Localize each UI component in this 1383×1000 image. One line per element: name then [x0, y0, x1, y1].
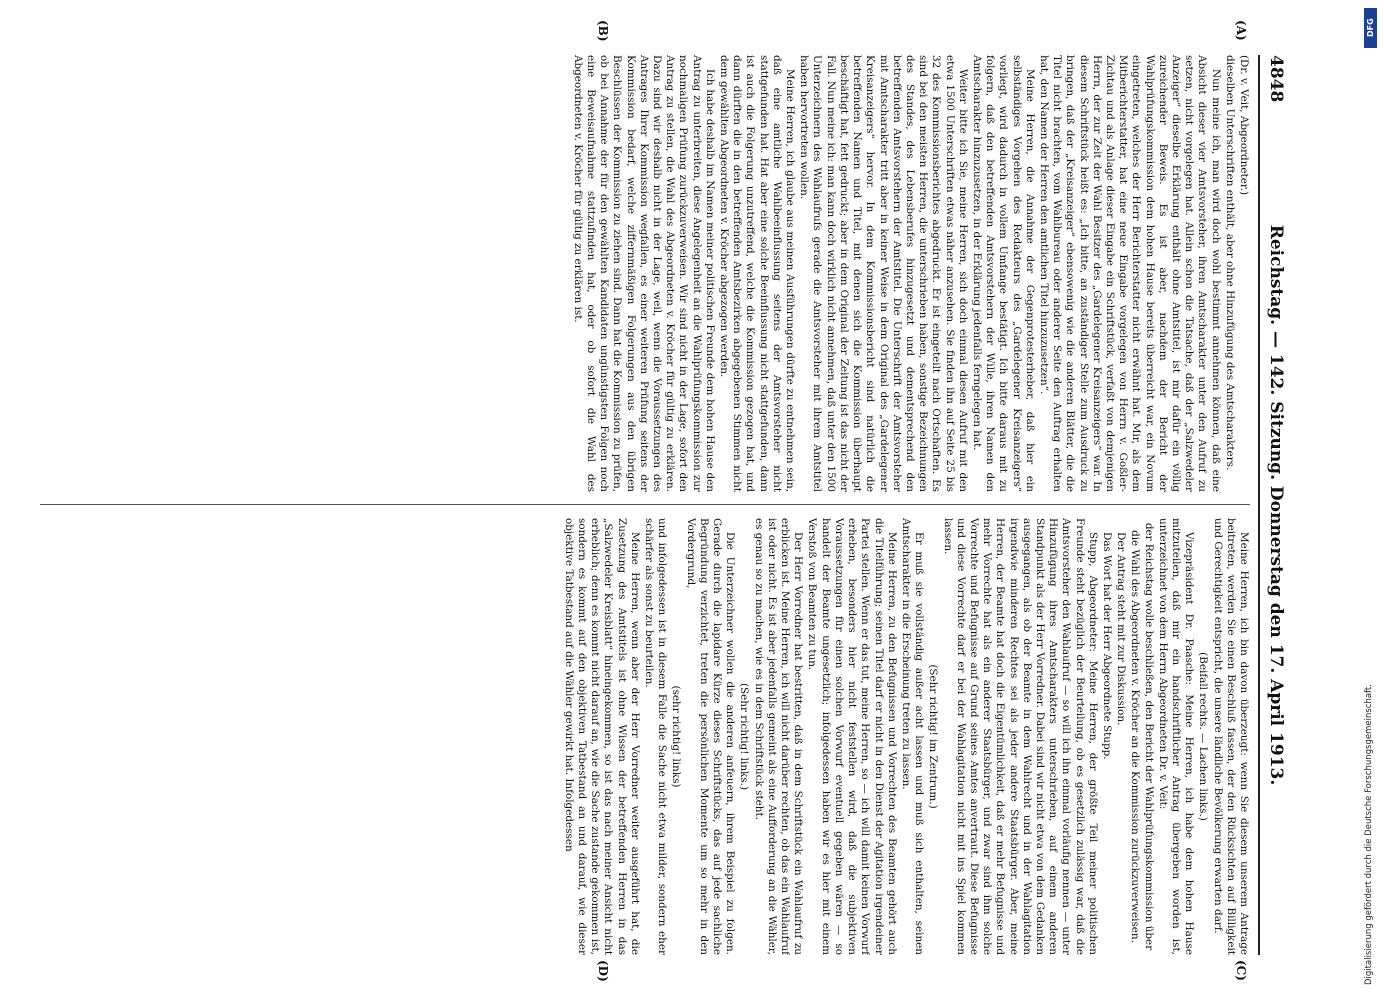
paragraph: Meine Herren, zu den Befugnissen und Vorrechten des Beamten gehört auch die Titelführung; seinen Titel darf er nicht in den Dienst der Agitation irgendeiner Partei stellen. Wenn er das tut, meine Herren, so — ich will damit keinen Vorwurf erheben, besonders hier nicht feststellen wird, daß die subjektiven Voraussetzungen für einen solchen Vorwurf eventuell gegeben wären — so handelt der Beamte ungesetzlich; infolgedessen haben wir es hier mit einem Verstoß von Beamten zu tun. [806, 518, 898, 955]
right-text-column [25, 518, 1250, 955]
paragraph: (sehr richtig! links) [670, 685, 683, 788]
header-rule [1258, 55, 1260, 955]
paragraph: (Sehr richtig! links.) [738, 682, 751, 791]
paragraph: (Dr. v. Veit, Abgeordneter.) [1238, 55, 1250, 196]
paragraph: Ich habe deshalb im Namen meiner politischen Freunde dem hohen Hause den Antrag zu unterbreiten, diese Angelegenheit an die Wahlprüfungskommission zur nochmaligen Prüfung zurückzuverweisen. Wir sind nicht in der Lage, sofort den Antrag zu stellen, die Wahl des Abgeordneten v. Kröcher für gültig zu erklären. Dazu sind wir deshalb nicht in der Lage, weil, wenn die Voraussetzungen des Antrages Ihrer Kommission wegfallen, es einer weiteren Prüfung seitens der Kommission bedarf, welche ziffernmäßigen Folgerungen aus den übrigen Beschlüssen der Kommission zu ziehen sind. Dann hat die Kommission zu prüfen, ob bei Annahme der für den gewählten Kandidaten ungünstigsten Folgen noch eine Beweisaufnahme stattzufinden hat, oder ob sofort die Wahl des Abgeordneten v. Kröcher für gültig zu erklären ist. [571, 55, 716, 492]
paragraph: dieselben Unterschriften enthält, aber ohne Hinzufügung des Amtscharakters. [1223, 55, 1236, 471]
page-number: 4848 [1266, 55, 1286, 103]
margin-marker-d: (D) [596, 960, 610, 982]
paragraph: Weiter bitte ich Sie, meine Herren, sich doch einmal diesen Aufruf mit den etwa 1500 Unterschriften etwas näher anzusehen. Sie finden ihn auf Seite 25 bis 32 des Kommissionsberichtes abgedruckt. Er ist eingeteilt nach Ortschaften. Es sind bei den meisten Herren, die unterschrieben haben, sonstige Bezeichnungen des Standes, des Lebensberufes hinzugesetzt und dementsprechend den betreffenden Amtsvorstehern der Amtstitel. Die Unterschrift der Amtsvorsteher mit Amtscharakter tritt aber in keiner Weise in dem Original des „Gardelegener Kreisanzeigers“ hervor. In dem Kommissionsbericht sind natürlich die betreffenden Namen und Titel, mit denen sich die Kommission überhaupt beschäftigt hat, fett gedruckt; aber in dem Original der Zeitung ist das nicht der Fall. Nun meine ich: man kann doch wirklich nicht annehmen, daß unter den 1500 Unterzeichnern des Wahlaufrufs gerade die Amtsvorsteher mit ihrem Amtstitel haben hervortreten wollen. [798, 55, 969, 492]
paragraph: Meine Herren, die Annahme der Gegenprotesterheber, daß hier ein selbständiges Vorgehen des Redakteurs des „Gardelegener Kreisanzeigers“ vorliegt, wird dadurch in vollem Umfange bestätigt. Ich bitte daraus mit zu folgern, daß den betreffenden Amtsvorstehern der Wille, ihren Namen den Amtscharakter hinzuzusetzen, in der Erklärung jedenfalls ferngelegen hat. [970, 55, 1036, 492]
paragraph: Meine Herren, wenn aber der Herr Vorredner weiter ausgeführt hat, die Zusetzung des Amtstitels ist ohne Wissen der betreffenden Herren in das „Salzwedeler Kreisblatt“ hineingekommen, so ist das nach meiner Ansicht nicht erheblich; denn es kommt nicht darauf an, wie die Sache zustande gekommen ist, sondern es kommt auf den objektiven Tatbestand an und darauf, wie dieser objektive Tatbestand auf die Wähler gewirkt hat. Infolgedessen [562, 518, 641, 955]
paragraph: Meine Herren, ich glaube aus meinen Ausführungen dürfte zu entnehmen sein, daß eine amtliche Wahlbeeinflussung seitens der Amtsvorsteher nicht stattgefunden hat. Hat aber eine solche Beeinflussung nicht stattgefunden, dann ist auch die Folgerung unzutreffend, welche die Kommission gezogen hat, und dann dürften die in den betreffenden Amtsbezirken abgegebenen Stimmen nicht dem gewählten Abgeordneten v. Kröcher abgezogen werden. [718, 55, 797, 492]
paragraph: (Sehr richtig! im Zentrum.) [927, 664, 940, 809]
running-header [1264, 55, 1286, 955]
column-separator [40, 504, 1250, 505]
margin-marker-b: (B) [596, 20, 610, 42]
paragraph: Er muß sie vollständig außer acht lassen und muß sich enthalten, seinen Amtscharakter in die Erscheinung treten zu lassen. [899, 518, 926, 955]
paragraph: Die Unterzeichner wollen die anderen anfeuern, ihrem Beispiel zu folgen. Gerade durch die lapidare Kürze dieses Schriftstücks, das auf jede sachliche Begründung verzichtet, treten die persönlichen Momente um so mehr in den Vordergrund, [684, 518, 737, 955]
paragraph: Das Wort hat der Herr Abgeordnete Stupp. [1100, 532, 1113, 760]
paragraph: Vizepräsident Dr. Paasche: Meine Herren, ich habe dem hohen Hause mitzuteilen, daß mir ein handschriftlicher Antrag übergeben worden ist, unterzeichnet von dem Herrn Abgeordneten Dr. v. Veit: [1156, 518, 1196, 955]
header-title: Reichstag. — 142. Sitzung. Donnerstag den 17. April 1913. [1266, 224, 1286, 786]
paragraph: Der Antrag steht mit zur Diskussion. [1115, 532, 1128, 726]
paragraph: Nun meine ich, man wird doch wohl bestimmt annehmen können, daß eine Absicht dieser vier Amtsvorsteher, ihren Amtscharakter unter den Aufruf zu setzen, nicht vorgelegen hat. Allein schon die Tatsache, daß der „Salzwedeler Anzeiger“ dieselbe Erklärung enthält ohne Amtstitel, ist mir dafür ein völlig zureichender Beweis. Es ist aber, nachdem der Bericht der Wahlprüfungskommission dem hohen Hause bereits überreicht war, ein Novum eingetreten, welches der Herr Berichterstatter nicht erwähnt hat. Mir, als dem Mitberichterstatter, hat eine neue Eingabe vorgelegen von Herrn v. Goßler-Zichtau und als Anlage dieser Eingabe ein Schriftstück, verfaßt von demjenigen Herrn, der zur Zeit der Wahl Besitzer des „Gardelegener Kreisanzeigers“ war. In diesem Schriftstück heißt es: „Ich bitte, an zuständiger Stelle zum Ausdruck zu bringen, daß der „Kreisanzeiger“ ebensowenig wie die anderen Blätter, die die Titel nicht brachten, vom Wahlbureau oder anderer Seite den Auftrag erhalten hat, den Namen der Herren den amtlichen Titel hinzuzusetzen“. [1037, 55, 1222, 492]
dfg-logo: DFG [1364, 8, 1377, 48]
paragraph: Der Herr Vorredner hat bestritten, daß in dem Schriftstück ein Wahlaufruf zu erblicken ist. Meine Herren, ich will nicht darüber rechten, ob das ein Wahlaufruf ist oder nicht. Es ist aber jedenfalls gemeint als eine Aufforderung an die Wähler, es genau so zu machen, wie es in dem Schriftstück steht. [752, 518, 805, 955]
paragraph: und infolgedessen ist in diesem Falle die Sache nicht etwa milder, sondern eher schärfer als sonst zu beurteilen. [643, 518, 669, 955]
paragraph: der Reichstag wolle beschließen, den Bericht der Wahlprüfungskommission über die Wahl des Abgeordneten v. Kröcher an die Kommission zurückzuverweisen. [1129, 522, 1155, 951]
margin-marker-c: (C) [1234, 960, 1248, 981]
paragraph: (Beifall rechts. — Lachen links.) [1197, 652, 1210, 821]
digitization-credit: Digitalisierung gefördert durch die Deutsche Forschungsgemeinschaft. [1364, 684, 1374, 985]
left-text-column [25, 55, 1250, 492]
paragraph: Meine Herren, ich bin davon überzeugt: wenn Sie diesem unserem Antrage beitreten, werden Sie einen Beschluß fassen, der den Rücksichten auf Billigkeit und Gerechtigkeit entspricht, die unsere ländliche Bevölkerung erwarten darf. [1211, 518, 1250, 955]
margin-marker-a: (A) [1234, 20, 1248, 41]
paragraph: Stupp, Abgeordneter: Meine Herren, der größte Teil meiner politischen Freunde steht bezüglich der Beurteilung, ob es gesetzlich zulässig war, daß die Amtsvorsteher den Wahlaufruf — so will ich ihn einmal vorläufig nennen — unter Hinzufügung ihres Amtscharakters unterschrieben, auf einem anderen Standpunkt als der Herr Vorredner. Dabei sind wir nicht etwa von dem Gedanken ausgegangen, als ob der Beamte in dem Wahlrecht und in der Wahlagitation irgendwie minderen Rechtes sei als jeder andere Staatsbürger. Aber, meine Herren, der Beamte hat doch die Eigentümlichkeit, daß er mehr Befugnisse und mehr Vorrechte hat als ein anderer Staatsbürger, und zwar sind ihm solche Vorrechte und Befugnisse auf Grund seines Amtes anvertraut. Diese Befugnisse und diese Vorrechte darf er bei der Wahlagitation nicht mit ins Spiel kommen lassen. [941, 518, 1099, 955]
